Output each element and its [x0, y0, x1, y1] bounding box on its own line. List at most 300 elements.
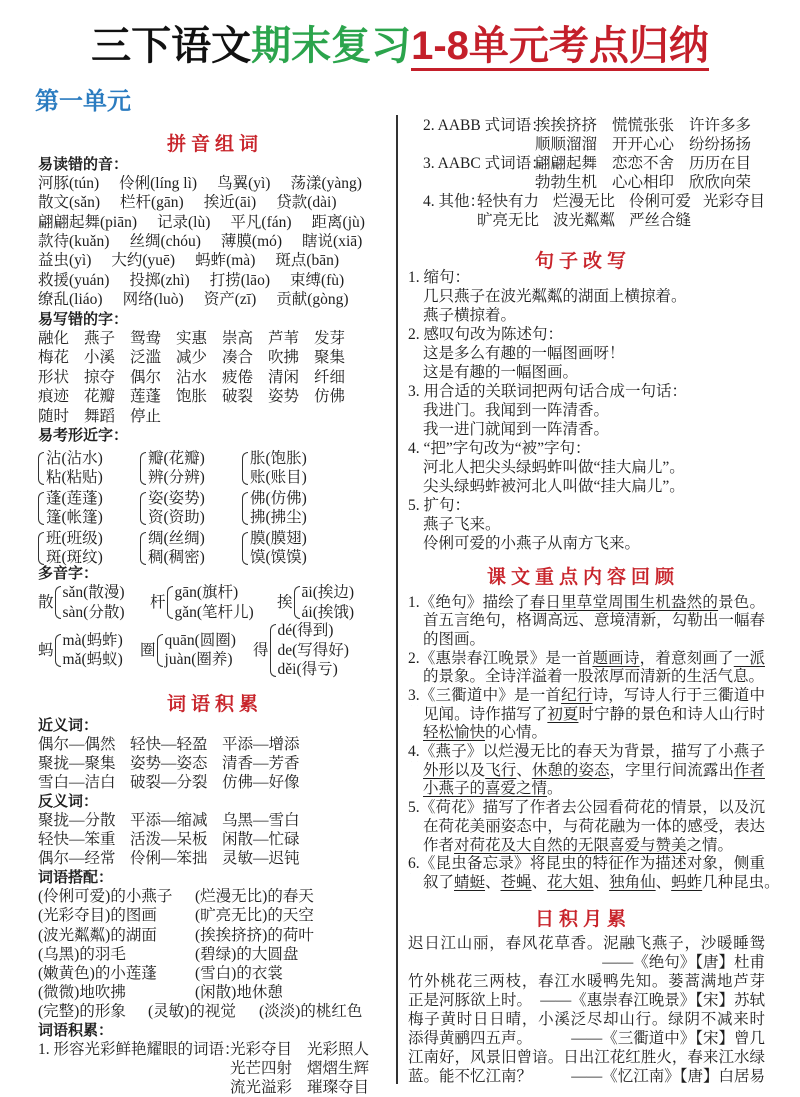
- word-item: (乌黑)的羽毛: [38, 945, 195, 964]
- reading-row: [38, 251, 393, 270]
- reading-item: 蚂蚱(mà): [195, 252, 255, 269]
- review-text: 4.《燕子》以烂漫无比的春天为背景，描写了小燕子: [408, 743, 765, 762]
- review-line: [408, 874, 765, 893]
- shape-item: 胀(饱胀): [250, 449, 307, 469]
- brace-icon: [167, 586, 173, 619]
- review-text: 以及: [454, 762, 485, 779]
- word-type-label: [423, 173, 535, 192]
- accumulation-row: [38, 1078, 393, 1097]
- shape-group: [242, 489, 344, 528]
- shape-item: 篷(帐篷): [46, 508, 103, 528]
- brace-icon: [140, 452, 146, 485]
- word-type-row: [423, 135, 793, 154]
- brace-icon: [140, 492, 146, 525]
- poem-text: 梅子黄时日日晴，小溪泛尽却山行。绿阴不减来时: [408, 1011, 765, 1029]
- text-line: [38, 792, 393, 811]
- review-key-phrase: 纪行: [561, 687, 592, 704]
- reading-item: 河豚(tún): [38, 175, 99, 192]
- polyphone-char: 圈: [140, 641, 156, 661]
- polyphone-group: [38, 583, 150, 622]
- label-similar-shapes: 易考形近字：: [38, 427, 128, 444]
- word-item: 开开心心: [612, 135, 689, 154]
- review-line: [408, 612, 765, 631]
- review-line: [408, 762, 765, 781]
- reading-item: 距离(jù): [312, 214, 365, 231]
- polyphone-row: [38, 621, 393, 680]
- review-text: 、: [516, 762, 532, 779]
- word-item: 光彩夺目: [230, 1040, 307, 1059]
- word-item: 发芽: [314, 329, 360, 348]
- word-item: (完整)的形象: [38, 1002, 148, 1021]
- word-item: 莲蓬: [130, 387, 176, 406]
- review-key-phrase: 轻松愉快: [423, 724, 485, 741]
- word-item: 沾水: [176, 368, 222, 387]
- word-item: 破裂: [222, 387, 268, 406]
- antonym-row: [38, 830, 393, 849]
- word-item: 掠夺: [84, 368, 130, 387]
- shape-item: 瓣(花瓣): [148, 449, 205, 469]
- review-key-phrase: 小燕子的喜爱之情: [423, 780, 547, 797]
- review-line: [408, 687, 765, 706]
- rewrite-sentence: [408, 458, 768, 477]
- shape-pair: [250, 449, 307, 488]
- review-line: [408, 818, 765, 837]
- review-text: 之情。: [687, 837, 734, 854]
- review-text: 见闻。诗作描写了: [423, 706, 547, 723]
- rewrite-item-title: [408, 496, 768, 515]
- word-item: 破裂—分裂: [130, 773, 222, 792]
- review-line: [408, 837, 765, 856]
- word-item: (灵敏)的视觉: [148, 1002, 259, 1021]
- reading-item: 挨近(āi): [204, 194, 257, 211]
- polyphone-readings: [175, 583, 254, 622]
- shape-item: 稠(稠密): [148, 548, 205, 568]
- poem-text: 迟日江山丽，春风花草香。泥融飞燕子，沙暖睡鸳: [408, 935, 765, 953]
- brace-icon: [55, 586, 61, 619]
- rewrite-sentence: [408, 401, 768, 420]
- collocation-row: [38, 964, 393, 983]
- review-text: 叙了: [423, 874, 454, 891]
- polyphone-group: [140, 631, 253, 670]
- section-heading-review: 课文重点内容回顾: [433, 566, 733, 590]
- shape-item: 斑(斑纹): [46, 548, 103, 568]
- word-item: 熠熠生辉: [307, 1059, 397, 1078]
- word-item: 慌慌张张: [612, 116, 689, 135]
- word-item: 凑合: [222, 348, 268, 367]
- text-line: [38, 1021, 393, 1040]
- poem-line: [408, 1067, 765, 1086]
- review-text: 时宁静的景色和诗人山行时: [578, 706, 765, 723]
- shape-group: [140, 489, 242, 528]
- reading-item: 荡漾(yàng): [290, 175, 361, 192]
- reading-item: 伶俐(líng lì): [119, 175, 197, 192]
- words-block: [38, 716, 393, 1097]
- word-item: 翩翩起舞: [535, 154, 612, 173]
- reading-item: 斑点(bān): [275, 252, 339, 269]
- writing-row: [38, 329, 393, 348]
- word-item: 舞蹈: [84, 407, 130, 426]
- shape-item: 班(班级): [46, 529, 103, 549]
- collocation-row: [38, 926, 393, 945]
- sentence-text: 伶俐可爱的小燕子从南方飞来。: [423, 535, 640, 552]
- review-text: 6.《昆虫备忘录》将昆虫的特征作为描述对象，侧重: [408, 855, 765, 874]
- word-item: 恋恋不舍: [612, 154, 689, 173]
- poem-line: [408, 1048, 765, 1067]
- poems-block: [408, 934, 765, 1086]
- reading-item: 平凡(fán): [230, 214, 291, 231]
- writing-row: [38, 387, 393, 406]
- rewrite-sentence: [408, 287, 768, 306]
- review-line: [408, 650, 765, 669]
- rewrite-sentence: [408, 515, 768, 534]
- word-item: 轻快—笨重: [38, 830, 130, 849]
- word-item: 光彩照人: [307, 1040, 397, 1059]
- word-item: 心心相印: [612, 173, 689, 192]
- title-part-red: 1-8单元考点归纳: [411, 24, 709, 71]
- word-type-row: [423, 173, 793, 192]
- review-key-phrase: 一派: [408, 650, 765, 669]
- reading-item: 鸟翼(yì): [217, 175, 270, 192]
- word-item: (波光粼粼)的湖面: [38, 926, 195, 945]
- polyphone-char: 散: [38, 593, 54, 613]
- reading-item: 散文(sǎn): [38, 194, 100, 211]
- title-part-green: 期末复习: [251, 24, 411, 68]
- title-part-black: 三下语文: [91, 24, 251, 68]
- word-item: 随时: [38, 407, 84, 426]
- word-type-row: [423, 211, 793, 230]
- review-text: 几种昆虫。: [702, 874, 780, 891]
- word-item: 平添—缩减: [130, 811, 222, 830]
- word-item: 轻快—轻盈: [130, 735, 222, 754]
- review-text: 、: [594, 874, 610, 891]
- word-item: 痕迹: [38, 387, 84, 406]
- review-text: 、: [656, 874, 672, 891]
- shape-group: [140, 529, 242, 568]
- polyphone-reading: mà(蚂蚱): [63, 631, 123, 651]
- shape-item: 绸(丝绸): [148, 529, 205, 549]
- brace-icon: [38, 492, 44, 525]
- polyphone-char: 杆: [150, 593, 166, 613]
- word-item: (嫩黄色)的小莲蓬: [38, 964, 195, 983]
- review-key-phrase: 蚂蚱: [671, 874, 702, 891]
- polyphone-row: [38, 583, 393, 622]
- label-synonyms: 近义词：: [38, 717, 98, 734]
- reading-item: 薄膜(mó): [221, 233, 282, 250]
- shape-row: [38, 448, 393, 488]
- polyphone-reading: dé(得到): [278, 621, 349, 641]
- brace-icon: [270, 624, 276, 677]
- poem-source: ——《三衢道中》【宋】曾几: [571, 1029, 765, 1048]
- polyphone-reading: juàn(圈养): [165, 650, 236, 670]
- review-key-phrase: 蜻蜓: [454, 874, 485, 891]
- label-hard-to-write: 易写错的字：: [38, 311, 128, 328]
- word-item: 伶俐—笨拙: [130, 849, 222, 868]
- rewrite-title: 5. 扩句：: [408, 497, 470, 514]
- text-line: [38, 310, 393, 329]
- accumulation-row: [38, 1040, 393, 1059]
- word-item: 仿佛: [314, 387, 360, 406]
- shape-item: 蓬(莲蓬): [46, 489, 103, 509]
- word-item: 减少: [176, 348, 222, 367]
- word-item: 饱胀: [176, 387, 222, 406]
- sentence-text: 河北人把尖头绿蚂蚱叫做“挂大扁儿”。: [423, 459, 685, 476]
- word-item: 烂漫无比: [553, 192, 629, 211]
- word-item: 纤细: [314, 368, 360, 387]
- review-text: 、: [532, 874, 548, 891]
- writing-row: [38, 407, 393, 426]
- word-item: 泛滥: [130, 348, 176, 367]
- writing-row: [38, 348, 393, 367]
- poem-line: [408, 1029, 765, 1048]
- word-item: 偶尔: [130, 368, 176, 387]
- word-item: 偶尔—经常: [38, 849, 130, 868]
- label-accumulation: 词语积累：: [38, 1022, 113, 1039]
- review-text: 的景象。全诗洋溢着一股浓厚而清新的生活气息。: [423, 668, 764, 685]
- rewrite-sentence: [408, 344, 768, 363]
- text-line: [38, 868, 393, 887]
- review-text: 的心情。: [485, 724, 547, 741]
- review-line: [408, 724, 765, 743]
- word-item: 停止: [130, 407, 176, 426]
- word-item: (伶俐可爱)的小燕子: [38, 887, 195, 906]
- word-item: 许许多多: [689, 116, 779, 135]
- word-item: (雪白)的衣裳: [195, 964, 395, 983]
- shape-group: [140, 449, 242, 488]
- word-item: 流光溢彩: [230, 1078, 307, 1097]
- polyphone-char: 挨: [277, 593, 293, 613]
- polyphone-label-block: [38, 564, 393, 583]
- polyphone-reading: sǎn(散漫): [63, 583, 125, 603]
- word-type-label: [423, 211, 477, 230]
- word-item: 纷纷扬扬: [689, 135, 779, 154]
- sentence-text: 几只燕子在波光粼粼的湖面上横掠着。: [423, 288, 687, 305]
- reading-item: 益虫(yì): [38, 252, 91, 269]
- word-item: 聚集: [314, 348, 360, 367]
- reading-row: [38, 271, 393, 290]
- shape-item: 沾(沾水): [46, 449, 103, 469]
- review-text: 在荷花美丽姿态中，与荷花融为一体的感受，表达: [423, 818, 765, 837]
- poem-text: 竹外桃花三两枝，春江水暖鸭先知。蒌蒿满地芦芽: [408, 973, 765, 991]
- writing-row: [38, 368, 393, 387]
- polyphone-char: 蚂: [38, 641, 54, 661]
- shape-group: [38, 489, 140, 528]
- word-item: 芦苇: [268, 329, 314, 348]
- review-line: [408, 631, 765, 650]
- shape-row: [38, 488, 393, 528]
- brace-icon: [242, 532, 248, 565]
- label-polyphones: 多音字：: [38, 565, 98, 582]
- rewrite-sentence: [408, 306, 768, 325]
- review-text: 3.《三衢道中》是一首: [408, 687, 561, 704]
- review-text: 。: [547, 780, 563, 797]
- word-item: (旷亮无比)的天空: [195, 906, 395, 925]
- polyphone-readings: [165, 631, 236, 670]
- unit-heading: 第一单元: [35, 86, 131, 118]
- word-item: (烂漫无比)的春天: [195, 887, 395, 906]
- reading-row: [38, 290, 393, 309]
- accumulation-item-label: [38, 1059, 230, 1078]
- review-key-phrase: 花大姐: [547, 874, 594, 891]
- word-item: 旷亮无比: [477, 211, 553, 230]
- word-type-row: [423, 154, 793, 173]
- word-item: 伶俐可爱: [629, 192, 703, 211]
- sentence-text: 这是有趣的一幅图画。: [423, 364, 578, 381]
- polyphone-reading: de(写得好): [278, 641, 349, 661]
- label-hard-to-read: 易读错的音：: [38, 156, 128, 173]
- reading-item: 记录(lù): [157, 214, 210, 231]
- reading-item: 贡献(gòng): [276, 291, 348, 308]
- section-heading-pinyin: 拼音组词: [65, 133, 365, 157]
- brace-icon: [294, 586, 300, 619]
- shape-item: 姿(姿势): [148, 489, 205, 509]
- shape-pair: [148, 449, 205, 488]
- reading-item: 投掷(zhì): [129, 272, 189, 289]
- accumulation-item-label: 1. 形容光彩鲜艳耀眼的词语：: [38, 1040, 230, 1059]
- review-line: [408, 743, 765, 762]
- polyphone-reading: ái(挨饿): [302, 603, 355, 623]
- word-item: 平添—增添: [222, 735, 314, 754]
- brace-icon: [242, 452, 248, 485]
- word-item: 欣欣向荣: [689, 173, 779, 192]
- polyphone-reading: gǎn(笔杆儿): [175, 603, 254, 623]
- polyphone-group: [253, 621, 373, 680]
- word-item: (碧绿)的大圆盘: [195, 945, 395, 964]
- word-type-label: 2. AABB 式词语：: [423, 116, 535, 135]
- word-item: 雪白—洁白: [38, 773, 130, 792]
- shape-pair: [46, 449, 103, 488]
- word-item: 姿势—姿态: [130, 754, 222, 773]
- review-text: 景色。: [408, 594, 765, 613]
- sentence-text: 尖头绿蚂蚱被河北人叫做“挂大扁儿”。: [423, 478, 685, 495]
- review-key-phrase: 休憩的姿态: [532, 762, 610, 779]
- review-block: [408, 594, 765, 893]
- text-line: [38, 155, 393, 174]
- shape-group: [242, 449, 344, 488]
- review-text: 、: [485, 874, 501, 891]
- brace-icon: [242, 492, 248, 525]
- word-item: 光彩夺目: [703, 192, 783, 211]
- collocation-row: [38, 906, 393, 925]
- review-key-phrase: 春日里草堂周围生机盎然的: [530, 594, 718, 611]
- word-item: 偶尔—偶然: [38, 735, 130, 754]
- reading-item: 网络(luò): [123, 291, 184, 308]
- word-item: (光彩夺目)的图画: [38, 906, 195, 925]
- polyphone-reading: sàn(分散): [63, 603, 125, 623]
- sentence-text: 我进门。我闻到一阵清香。: [423, 402, 609, 419]
- reading-item: 丝绸(chóu): [129, 233, 200, 250]
- page-title: [0, 22, 800, 70]
- review-text: 5.《荷花》描写了作者去公园看荷花的情景，以及沉: [408, 799, 765, 818]
- review-text: 的图画。: [423, 631, 485, 648]
- review-text: ，字里行间流露出: [610, 762, 734, 779]
- shape-pair: [250, 489, 307, 528]
- rewrite-item-title: [408, 268, 768, 287]
- review-key-phrase: 作者: [423, 762, 765, 781]
- reading-item: 大约(yuē): [111, 252, 175, 269]
- word-item: (挨挨挤挤)的荷叶: [195, 926, 395, 945]
- word-item: 波光粼粼: [553, 211, 629, 230]
- review-key-phrase: 飞行: [485, 762, 516, 779]
- poem-line: [408, 934, 765, 953]
- word-item: 璀璨夺目: [307, 1078, 397, 1097]
- poem-line: [408, 972, 765, 991]
- word-item: 鸳鸯: [130, 329, 176, 348]
- collocation-row: [38, 887, 393, 906]
- word-item: 姿势: [268, 387, 314, 406]
- poem-source-line: [408, 953, 765, 972]
- reading-item: 款待(kuǎn): [38, 233, 109, 250]
- reading-item: 救援(yuán): [38, 272, 109, 289]
- shape-item: 馍(馍馍): [250, 548, 307, 568]
- word-item: 乌黑—雪白: [222, 811, 314, 830]
- word-item: (微微)地吹拂: [38, 983, 195, 1002]
- rewrite-sentence: [408, 477, 768, 496]
- polyphone-reading: gān(旗杆): [175, 583, 254, 603]
- poem-text: 正是河豚欲上时。: [408, 992, 532, 1009]
- accumulation-item-label: [38, 1078, 230, 1097]
- rewrite-item-title: [408, 382, 768, 401]
- reading-item: 束缚(fù): [290, 272, 344, 289]
- shape-item: 膜(膜翅): [250, 529, 307, 549]
- shape-item: 拂(拂尘): [250, 508, 307, 528]
- similar-shapes-block: [38, 448, 393, 568]
- pinyin-block: [38, 155, 393, 446]
- poem-text: 江南好，风景旧曾谙。日出江花红胜火，春来江水绿: [408, 1049, 765, 1067]
- polyphone-reading: děi(得亏): [278, 660, 349, 680]
- label-antonyms: 反义词：: [38, 793, 98, 810]
- shape-item: 佛(仿佛): [250, 489, 307, 509]
- brace-icon: [38, 532, 44, 565]
- reading-item: 瞎说(xiā): [302, 233, 362, 250]
- polyphone-readings: [278, 621, 349, 680]
- rewrite-sentence: [408, 534, 768, 553]
- polyphone-readings: [63, 583, 125, 622]
- brace-icon: [38, 452, 44, 485]
- word-item: 形状: [38, 368, 84, 387]
- poem-text: 添得黄鹂四五声。: [408, 1030, 532, 1047]
- word-type-label: 4. 其他：: [423, 192, 477, 211]
- rewrite-item-title: [408, 325, 768, 344]
- sentence-text: 我一进门就闻到一阵清香。: [423, 421, 609, 438]
- review-line: [408, 594, 765, 613]
- rewrite-title: 3. 用合适的关联词把两句话合成一句话：: [408, 383, 687, 400]
- shape-group: [38, 449, 140, 488]
- collocation-row: [38, 1002, 393, 1021]
- review-line: [408, 855, 765, 874]
- review-key-phrase: 初夏: [547, 706, 578, 723]
- shape-pair: [46, 489, 103, 528]
- word-item: 小溪: [84, 348, 130, 367]
- reading-item: 贷款(dài): [276, 194, 336, 211]
- reading-row: [38, 213, 393, 232]
- label-collocations: 词语搭配：: [38, 869, 113, 886]
- reading-item: 打捞(lāo): [210, 272, 270, 289]
- rewrite-title: 4. “把”字句改为“被”字句：: [408, 440, 591, 457]
- review-key-phrase: 独角仙: [609, 874, 656, 891]
- synonym-row: [38, 773, 393, 792]
- review-line: [408, 706, 765, 725]
- rewrite-title: 1. 缩句：: [408, 269, 470, 286]
- review-text: ，着意刻画了: [640, 650, 734, 667]
- poem-line: [408, 991, 765, 1010]
- text-line: [38, 426, 393, 445]
- word-item: 燕子: [84, 329, 130, 348]
- shape-group: [242, 529, 344, 568]
- rewrite-title: 2. 感叹句改为陈述句：: [408, 326, 563, 343]
- poem-source: ——《忆江南》【唐】白居易: [571, 1067, 765, 1086]
- poem-line: [408, 1010, 765, 1029]
- word-item: 轻快有力: [477, 192, 553, 211]
